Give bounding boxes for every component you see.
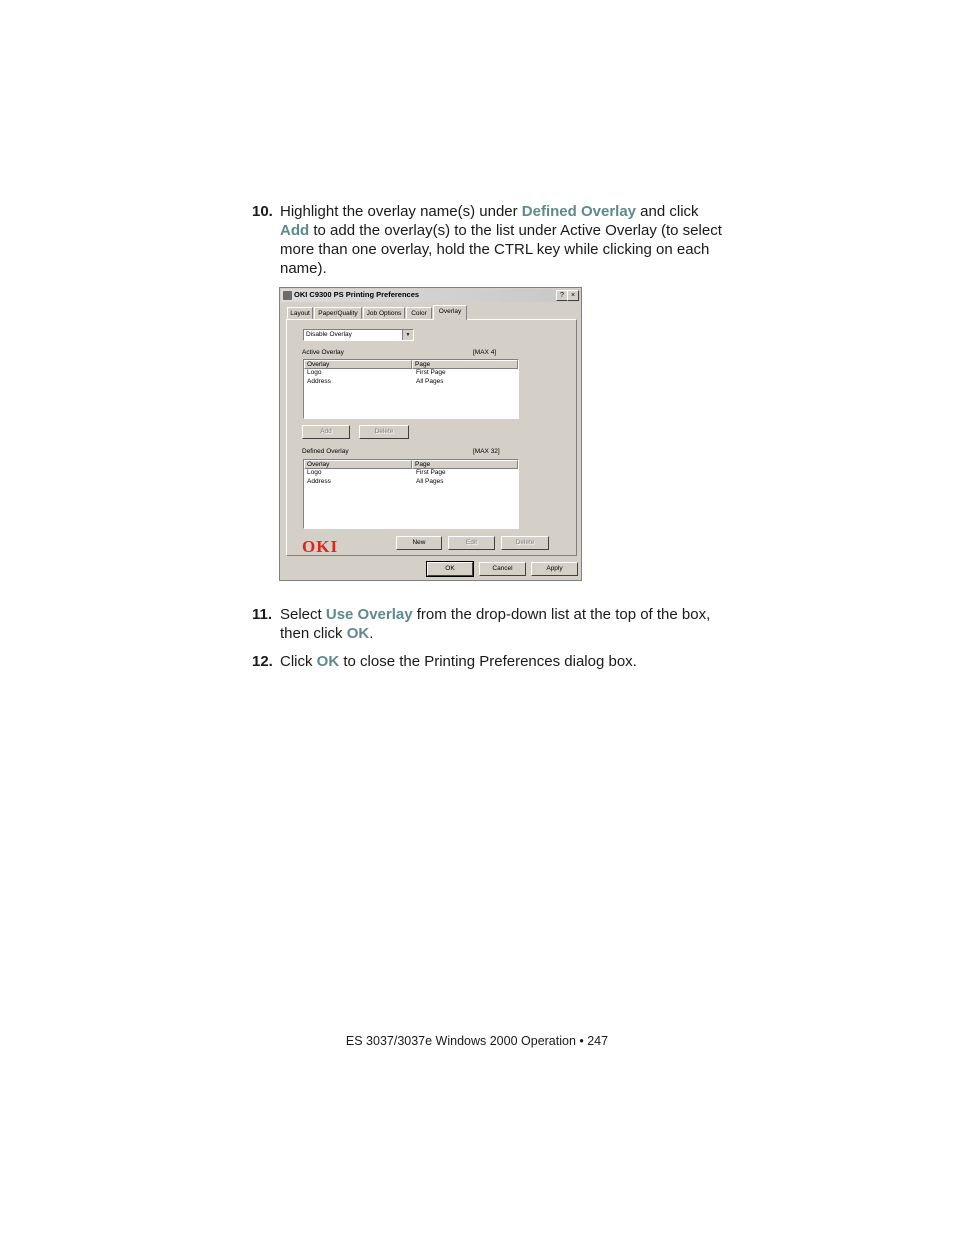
defined-overlay-list[interactable] xyxy=(303,459,519,529)
list-item-page: All Pages xyxy=(416,378,444,385)
step-11 xyxy=(252,605,722,643)
column-header-overlay[interactable]: Overlay xyxy=(304,460,412,469)
add-button[interactable]: Add xyxy=(302,425,350,439)
step-number: 12. xyxy=(252,653,273,670)
chevron-down-icon[interactable]: ▼ xyxy=(402,330,413,340)
active-overlay-list[interactable] xyxy=(303,359,519,419)
active-overlay-label: Active Overlay xyxy=(302,349,344,356)
column-header-overlay[interactable]: Overlay xyxy=(304,360,412,369)
list-item[interactable]: Address xyxy=(307,478,331,485)
step-12 xyxy=(252,652,722,671)
page-footer: ES 3037/3037e Windows 2000 Operation • 247 xyxy=(345,1034,609,1048)
delete-defined-overlay-button[interactable]: Delete xyxy=(501,536,549,550)
list-item[interactable]: Address xyxy=(307,378,331,385)
step-number: 11. xyxy=(252,606,273,623)
defined-overlay-label: Defined Overlay xyxy=(302,448,349,455)
step-10 xyxy=(252,202,722,278)
step-number: 10. xyxy=(252,203,273,220)
tab-job-options[interactable]: Job Options xyxy=(363,307,405,319)
oki-logo: OKI xyxy=(302,537,339,556)
overlay-mode-select[interactable] xyxy=(303,329,414,341)
dialog-title: OKI C9300 PS Printing Preferences xyxy=(294,290,420,299)
help-button[interactable]: ? xyxy=(556,290,568,301)
column-header-page[interactable]: Page xyxy=(412,360,518,369)
active-overlay-max: [MAX 4] xyxy=(473,349,497,356)
step-text: Highlight the overlay name(s) under Defined Overlay and click Add to add the overlay(s) to the list under Active Overlay (to select more than one overlay, hold the CTRL key while clicking on each name). xyxy=(280,203,722,277)
defined-overlay-max: [MAX 32] xyxy=(473,448,500,455)
edit-button[interactable]: Edit xyxy=(448,536,495,550)
list-item[interactable]: Logo xyxy=(307,369,322,376)
printer-icon xyxy=(283,291,292,300)
list-item[interactable]: Logo xyxy=(307,469,322,476)
tab-layout[interactable]: Layout xyxy=(287,307,313,319)
title-bar xyxy=(281,289,580,302)
list-item-page: All Pages xyxy=(416,478,444,485)
tab-paper-quality[interactable]: Paper/Quality xyxy=(314,307,362,319)
new-button[interactable]: New xyxy=(396,536,442,550)
column-header-page[interactable]: Page xyxy=(412,460,518,469)
tab-color[interactable]: Color xyxy=(406,307,432,319)
tab-overlay[interactable]: Overlay xyxy=(433,305,467,320)
close-button[interactable]: × xyxy=(567,290,579,301)
remove-active-overlay-button[interactable]: Delete xyxy=(359,425,409,439)
printing-preferences-dialog xyxy=(279,287,582,581)
ok-button[interactable]: OK xyxy=(427,562,473,576)
list-item-page: First Page xyxy=(416,369,446,376)
cancel-button[interactable]: Cancel xyxy=(479,562,526,576)
apply-button[interactable]: Apply xyxy=(531,562,578,576)
step-text: Select Use Overlay from the drop-down list at the top of the box, then click OK. xyxy=(280,606,711,642)
step-text: Click OK to close the Printing Preferences dialog box. xyxy=(280,653,637,670)
list-item-page: First Page xyxy=(416,469,446,476)
overlay-mode-value: Disable Overlay xyxy=(306,331,352,338)
